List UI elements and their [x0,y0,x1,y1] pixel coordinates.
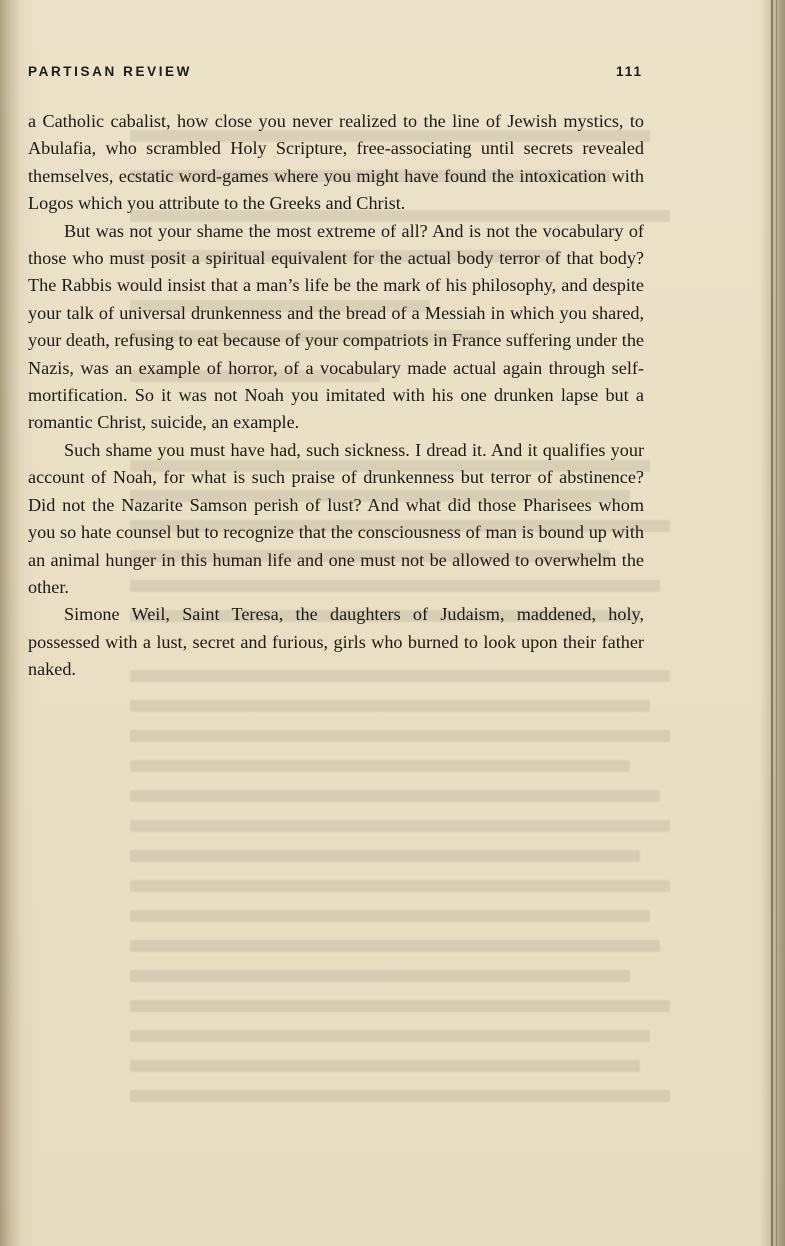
page-edge-line [771,0,773,1246]
paragraph-2: But was not your shame the most extreme of all? And is not the vocabulary of those who must posit a spiritual equivalent for the actual body terror of that body? The Rabbis would insist that a man’s life be the mark of his philosophy, and despite your talk of universal drunkenness and the bread of a Messiah in which you shared, your death, refusing to eat because of your compatriots in France suffering under the Nazis, was an example of horror, of a vocabulary made actual again through self-mortification. So it was not Noah you imitated with his one drunken lapse but a romantic Christ, suicide, an example. [28,220,644,433]
paragraph-3: Such shame you must have had, such sickness. I dread it. And it qualifies your account of Noah, for what is such praise of drunkenness but terror of abstinence? Did not the Nazarite Samson perish of lust? And what did those Pharisees whom you so hate counsel but to recognize that the consciousness of man is bound up with an animal hunger in this human life and one must not be allowed to overwhelm the other. [28,439,644,597]
running-head [28,64,643,84]
paragraph-4: Simone Weil, Saint Teresa, the daughters of Judaism, maddened, holy, possessed with a lust, secret and furious, girls who burned to look upon their father naked. [28,604,644,680]
paragraph-1: a Catholic cabalist, how close you never realized to the line of Jewish mystics, to Abulafia, who scrambled Holy Scripture, free-associating until secrets revealed themselves, ecstatic word-games where you might have found the intoxication with Logos which you attribute to the Greeks and Christ. [28,111,644,214]
body-text [28,108,644,684]
page-number: 111 [615,64,643,79]
page-edge-line [776,0,777,1246]
journal-title: PARTISAN REVIEW [28,64,193,79]
